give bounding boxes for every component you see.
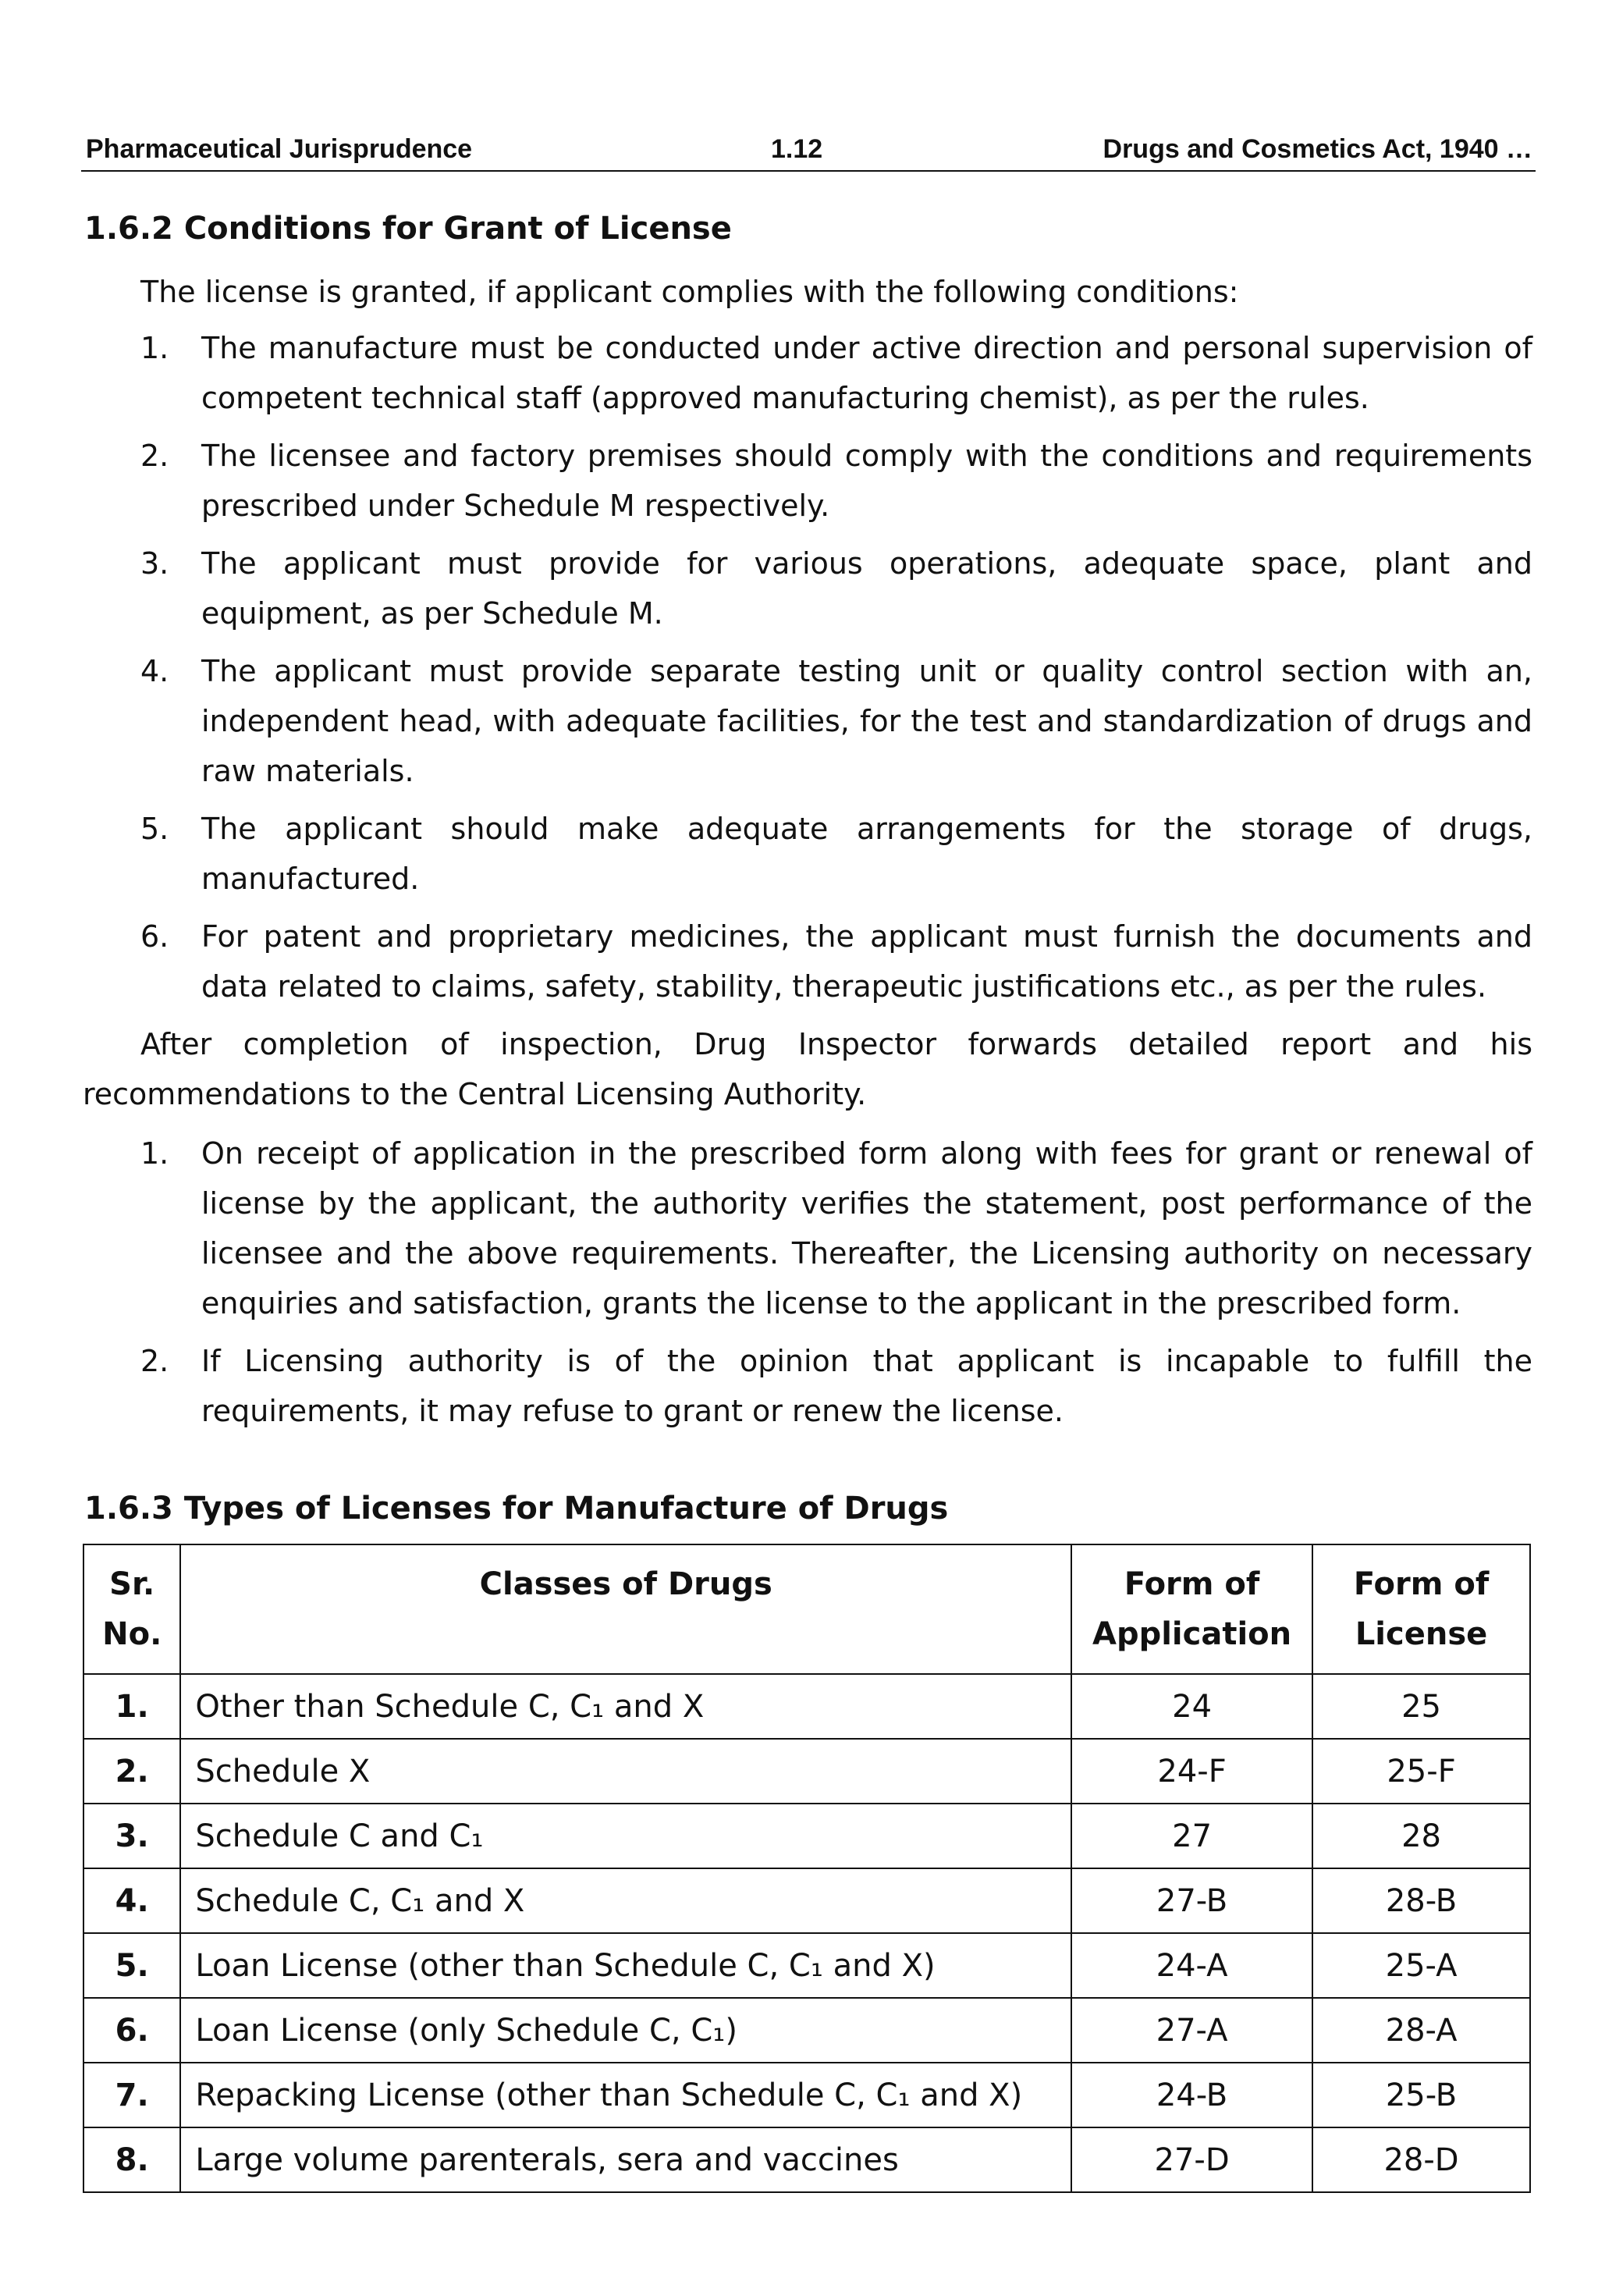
- column-header-sr-no: Sr. No.: [83, 1544, 180, 1674]
- list-item: [140, 1128, 1532, 1328]
- cell-form-application: 27-A: [1071, 1998, 1312, 2063]
- list-item-text: The applicant must provide separate testing unit or quality control section with an, independent head, with adequate facilities, for the test and standardization of drugs and raw materials.: [201, 654, 1532, 788]
- license-types-table: [83, 1544, 1531, 2193]
- licensing-steps-list: [140, 1128, 1532, 1444]
- list-item: [140, 1336, 1532, 1436]
- cell-class: Large volume parenterals, sera and vaccines: [180, 2127, 1071, 2192]
- cell-form-license: 25-A: [1312, 1933, 1530, 1998]
- cell-sr-no: 5.: [83, 1933, 180, 1998]
- cell-class: Loan License (only Schedule C, C₁): [180, 1998, 1071, 2063]
- list-item-number: 2.: [140, 439, 169, 473]
- cell-form-license: 25: [1312, 1674, 1530, 1739]
- after-inspection-paragraph: After completion of inspection, Drug Inspector forwards detailed report and his recommendations to the Central Licensing Authority.: [83, 1027, 1532, 1111]
- section-heading-162: 1.6.2 Conditions for Grant of License: [84, 211, 732, 247]
- table-row: [83, 2063, 1530, 2127]
- list-item-text: The applicant should make adequate arrangements for the storage of drugs, manufactured.: [201, 812, 1532, 896]
- list-item-number: 1.: [140, 1136, 169, 1171]
- cell-sr-no: 6.: [83, 1998, 180, 2063]
- list-item: [140, 323, 1532, 423]
- table-row: [83, 1804, 1530, 1868]
- cell-form-license: 28: [1312, 1804, 1530, 1868]
- list-item: [140, 646, 1532, 796]
- cell-class: Schedule C, C₁ and X: [180, 1868, 1071, 1933]
- table-row: [83, 1868, 1530, 1933]
- list-item: [140, 538, 1532, 638]
- cell-form-application: 27-D: [1071, 2127, 1312, 2192]
- cell-form-application: 24-A: [1071, 1933, 1312, 1998]
- table-header-row: [83, 1544, 1530, 1674]
- list-item-number: 4.: [140, 654, 169, 688]
- cell-form-license: 25-F: [1312, 1739, 1530, 1804]
- cell-sr-no: 8.: [83, 2127, 180, 2192]
- table-row: [83, 1933, 1530, 1998]
- column-header-classes: Classes of Drugs: [180, 1544, 1071, 1674]
- table-row: [83, 1998, 1530, 2063]
- cell-form-application: 24: [1071, 1674, 1312, 1739]
- cell-sr-no: 4.: [83, 1868, 180, 1933]
- list-item-text: The applicant must provide for various operations, adequate space, plant and equipment, as per Schedule M.: [201, 546, 1532, 631]
- list-item: [140, 804, 1532, 904]
- table-row: [83, 1674, 1530, 1739]
- conditions-intro: The license is granted, if applicant complies with the following conditions:: [140, 275, 1239, 309]
- cell-form-license: 25-B: [1312, 2063, 1530, 2127]
- list-item-text: If Licensing authority is of the opinion that applicant is incapable to fulfill the requirements, it may refuse to grant or renew the license.: [201, 1344, 1532, 1428]
- column-header-form-application: Form of Application: [1071, 1544, 1312, 1674]
- list-item-number: 6.: [140, 919, 169, 954]
- cell-class: Other than Schedule C, C₁ and X: [180, 1674, 1071, 1739]
- cell-class: Loan License (other than Schedule C, C₁ and X): [180, 1933, 1071, 1998]
- cell-class: Repacking License (other than Schedule C, C₁ and X): [180, 2063, 1071, 2127]
- list-item: [140, 431, 1532, 531]
- cell-class: Schedule C and C₁: [180, 1804, 1071, 1868]
- column-header-form-license: Form of License: [1312, 1544, 1530, 1674]
- table-row: [83, 2127, 1530, 2192]
- conditions-list: [140, 323, 1532, 1019]
- cell-sr-no: 1.: [83, 1674, 180, 1739]
- running-header: [81, 131, 1536, 172]
- list-item-text: The manufacture must be conducted under active direction and personal supervision of competent technical staff (approved manufacturing chemist), as per the rules.: [201, 331, 1532, 415]
- list-item-number: 1.: [140, 331, 169, 365]
- cell-form-application: 24-F: [1071, 1739, 1312, 1804]
- cell-sr-no: 3.: [83, 1804, 180, 1868]
- list-item: [140, 912, 1532, 1011]
- cell-sr-no: 2.: [83, 1739, 180, 1804]
- header-page-number: 1.12: [771, 134, 823, 164]
- cell-sr-no: 7.: [83, 2063, 180, 2127]
- cell-form-license: 28-A: [1312, 1998, 1530, 2063]
- header-book-title: Pharmaceutical Jurisprudence: [86, 134, 473, 164]
- list-item-number: 5.: [140, 812, 169, 846]
- list-item-number: 3.: [140, 546, 169, 581]
- list-item-number: 2.: [140, 1344, 169, 1378]
- header-chapter-title: Drugs and Cosmetics Act, 1940 …: [1103, 134, 1532, 164]
- cell-form-license: 28-B: [1312, 1868, 1530, 1933]
- cell-form-application: 24-B: [1071, 2063, 1312, 2127]
- section-heading-163: 1.6.3 Types of Licenses for Manufacture of Drugs: [84, 1491, 949, 1527]
- cell-form-application: 27-B: [1071, 1868, 1312, 1933]
- list-item-text: The licensee and factory premises should comply with the conditions and requirements prescribed under Schedule M respectively.: [201, 439, 1532, 523]
- table-row: [83, 1739, 1530, 1804]
- list-item-text: For patent and proprietary medicines, the applicant must furnish the documents and data related to claims, safety, stability, therapeutic justifications etc., as per the rules.: [201, 919, 1532, 1004]
- cell-form-license: 28-D: [1312, 2127, 1530, 2192]
- list-item-text: On receipt of application in the prescribed form along with fees for grant or renewal of license by the applicant, the authority verifies the statement, post performance of the licensee and the above requirements. Thereafter, the Licensing authority on necessary enquiries and satisfaction, grants the license to the applicant in the prescribed form.: [201, 1136, 1532, 1320]
- cell-class: Schedule X: [180, 1739, 1071, 1804]
- cell-form-application: 27: [1071, 1804, 1312, 1868]
